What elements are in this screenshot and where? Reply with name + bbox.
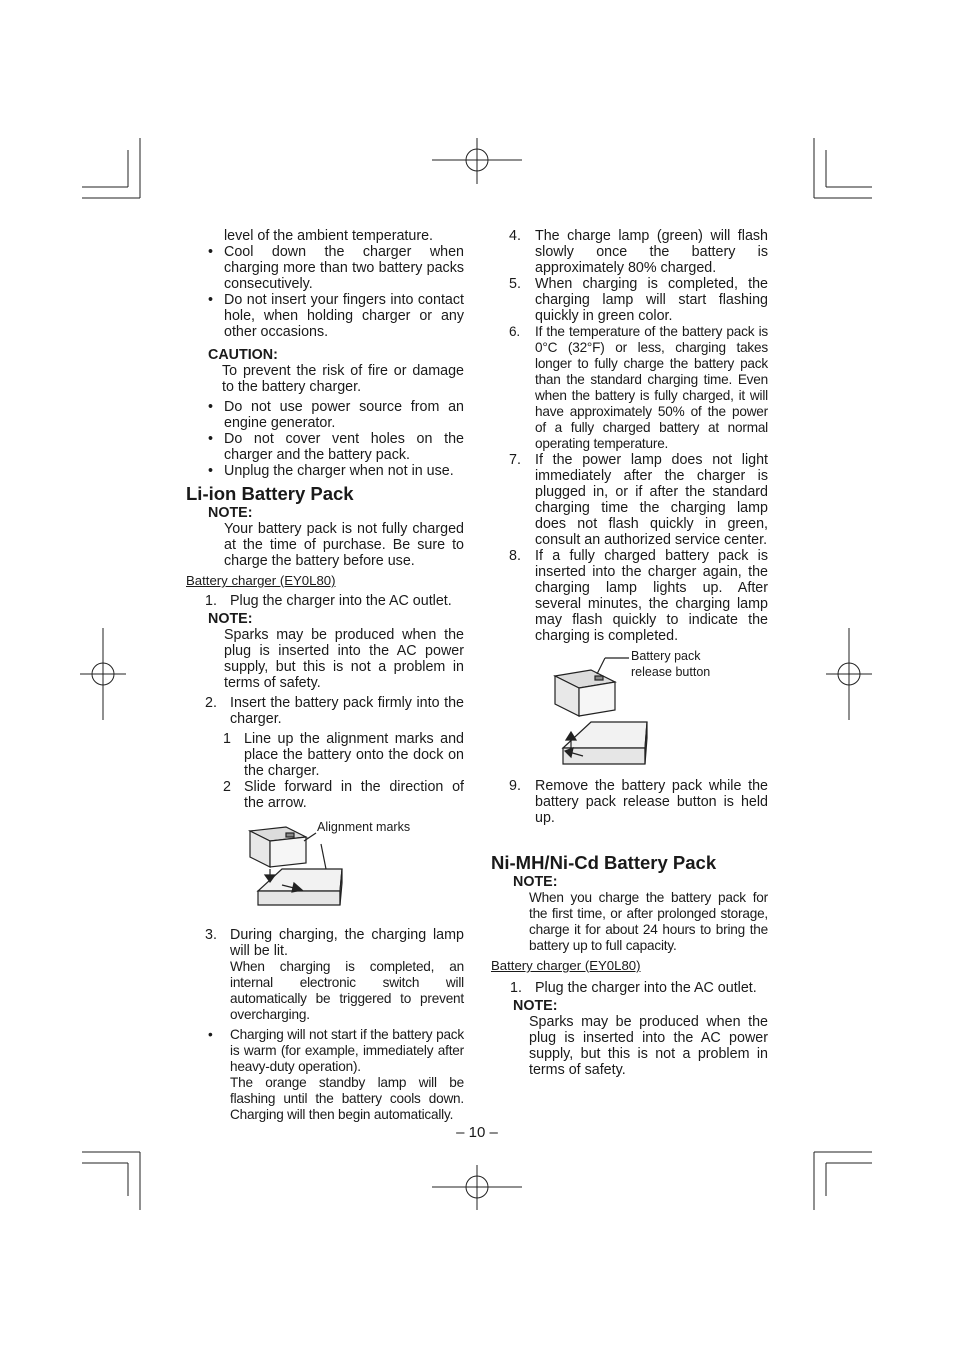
charger-model-link: Battery charger (EY0L80) [186,573,336,588]
sub-step-item: 1 Line up the alignment marks and place the battery onto the dock on the charger. [223,731,464,779]
numbered-item: 5. When charging is completed, the charging lamp will start flashing quickly in green color. [509,276,768,324]
step-item: 1. Plug the charger into the AC outlet. [510,980,757,996]
sub-step-item: 2 Slide forward in the direction of the arrow. [223,779,464,811]
caution-text: To prevent the risk of fire or damage to the battery charger. [222,363,464,395]
numbered-item: 9. Remove the battery pack while the battery pack release button is held up. [509,778,768,826]
right-column [491,228,768,1078]
note-text: Your battery pack is not fully charged at the time of purchase. Be sure to charge the battery before use. [224,521,464,569]
numbered-item: 4. The charge lamp (green) will flash slowly once the battery is approximately 80% charged. [509,228,768,276]
numbered-item: 6. If the temperature of the battery pack is 0°C (32°F) or less, charging takes longer to fully charge the battery pack than the standard charging time. Even when the battery is fully charged, it will have approximately 50% of the power of a fully charged battery at normal operating temperature. [509,324,768,451]
note-label: NOTE: [208,505,253,521]
step-item: 3. During charging, the charging lamp will be lit. [205,927,464,959]
figure-alignment-marks [186,819,464,921]
step-extra-text: When charging is completed, an internal electronic switch will automatically be triggered to prevent overcharging. [230,959,464,1022]
note-text: When you charge the battery pack for the first time, or after prolonged storage, charge it for about 24 hours to bring the battery up to full capacity. [529,890,768,953]
note-text: Sparks may be produced when the plug is inserted into the AC power supply, but this is not a problem in terms of safety. [529,1014,768,1078]
figure-caption: Alignment marks [317,820,411,834]
continued-text: level of the ambient temperature. [224,228,434,244]
charger-model-link: Battery charger (EY0L80) [491,958,641,973]
note-label: NOTE: [208,611,253,627]
numbered-item: 8. If a fully charged battery pack is inserted into the charger again, the charging lamp lights up. After several minutes, the charging lamp may flash quickly to indicate the charging is completed. [509,548,768,644]
caution-label: CAUTION: [208,347,278,363]
battery-release-illustration [491,648,768,776]
figure-caption: release button [631,665,711,679]
bullet-item: • Cool down the charger when charging more than two battery packs consecutively. [208,244,464,292]
page-number: – 10 – [456,1124,498,1141]
note-label: NOTE: [513,998,558,1014]
bullet-item: • Charging will not start if the battery pack is warm (for example, immediately after heavy-duty operation). [208,1027,464,1074]
section-heading-nimh: Ni-MH/Ni-Cd Battery Pack [491,852,717,873]
bullet-item: • Unplug the charger when not in use. [208,463,454,479]
note-text: Sparks may be produced when the plug is inserted into the AC power supply, but this is not a problem in terms of safety. [224,627,464,691]
figure-caption: Battery pack [631,649,701,663]
step-item: 1. Plug the charger into the AC outlet. [205,593,452,609]
bullet-item: • Do not use power source from an engine generator. [208,399,464,431]
numbered-item: 7. If the power lamp does not light immediately after the charger is plugged in, or if after the standard charging time the charging lamp does not flash quickly in green, consult an authorized service center. [509,452,768,548]
note-label: NOTE: [513,874,558,890]
bullet-extra-text: The orange standby lamp will be flashing until the battery cools down. Charging will then begin automatically. [230,1075,464,1122]
section-heading-liion: Li-ion Battery Pack [186,483,354,504]
left-column [186,228,464,1123]
bullet-item: • Do not insert your fingers into contact hole, when holding charger or any other occasions. [208,292,464,340]
figure-battery-release [491,648,768,778]
step-item: 2. Insert the battery pack firmly into the charger. [205,695,464,727]
bullet-item: • Do not cover vent holes on the charger and the battery pack. [208,431,464,463]
